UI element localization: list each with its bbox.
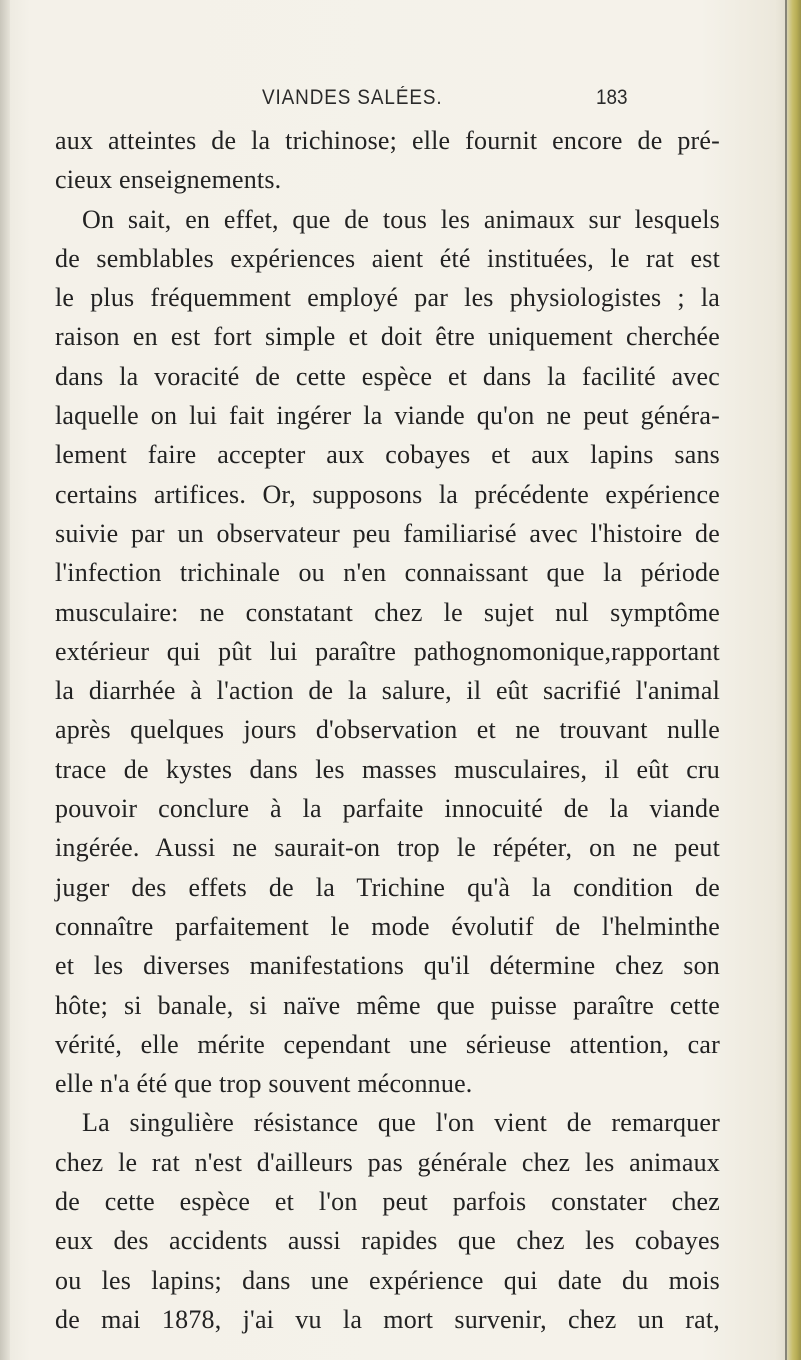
text-line: le plus fréquemment employé par les physiologistes ; la [55, 283, 720, 313]
text-line: ingérée. Aussi ne saurait-on trop le répéter, on ne peut [55, 833, 720, 863]
text-line: après quelques jours d'observation et ne trouvant nulle [55, 715, 720, 745]
text-line: de cette espèce et l'on peut parfois constater chez [55, 1187, 720, 1217]
text-line: ou les lapins; dans une expérience qui date du mois [55, 1265, 720, 1295]
text-line: et les diverses manifestations qu'il détermine chez son [55, 951, 720, 981]
text-line: On sait, en effet, que de tous les animaux sur lesquels [82, 204, 720, 234]
text-line: de mai 1878, j'ai vu la mort survenir, chez un rat, [55, 1304, 720, 1334]
text-line: lement faire accepter aux cobayes et aux lapins sans [55, 440, 720, 470]
text-line: l'infection trichinale ou n'en connaissant que la période [55, 558, 720, 588]
text-line: juger des effets de la Trichine qu'à la condition de [55, 872, 720, 902]
text-line: aux atteintes de la trichinose; elle fournit encore de pré- [55, 126, 720, 155]
text-line: La singulière résistance que l'on vient de remarquer [82, 1108, 720, 1138]
text-line: trace de kystes dans les masses musculaires, il eût cru [55, 754, 720, 784]
body-text [55, 121, 720, 1339]
text-line: vérité, elle mérite cependant une sérieuse attention, car [55, 1029, 720, 1059]
text-line: certains artifices. Or, supposons la précédente expérience [55, 479, 720, 509]
text-line: extérieur qui pût lui paraître pathognomonique,rapportant [55, 636, 720, 666]
text-line: de semblables expériences aient été instituées, le rat est [55, 243, 720, 273]
page-left-edge [0, 0, 10, 1360]
page-number: 183 [596, 86, 628, 109]
text-line: musculaire: ne constatant chez le sujet nul symptôme [55, 597, 720, 627]
text-line: laquelle on lui fait ingérer la viande qu'on ne peut généra- [55, 401, 720, 431]
page-right-edge [787, 0, 801, 1360]
text-line: cieux enseignements. [55, 165, 282, 195]
text-line: pouvoir conclure à la parfaite innocuité de la viande [55, 794, 720, 824]
text-line: elle n'a été que trop souvent méconnue. [55, 1069, 473, 1099]
text-line: connaître parfaitement le mode évolutif de l'helminthe [55, 911, 720, 941]
running-head: VIANDES SALÉES. [262, 86, 443, 109]
text-line: dans la voracité de cette espèce et dans la facilité avec [55, 361, 720, 391]
text-line: chez le rat n'est d'ailleurs pas générale chez les animaux [55, 1147, 720, 1177]
text-line: raison en est fort simple et doit être uniquement cherchée [55, 322, 720, 352]
text-line: suivie par un observateur peu familiarisé avec l'histoire de [55, 518, 720, 548]
page-header [0, 86, 801, 116]
text-line: hôte; si banale, si naïve même que puisse paraître cette [55, 990, 720, 1020]
text-line: la diarrhée à l'action de la salure, il eût sacrifié l'animal [55, 676, 720, 706]
text-line: eux des accidents aussi rapides que chez les cobayes [55, 1226, 720, 1256]
